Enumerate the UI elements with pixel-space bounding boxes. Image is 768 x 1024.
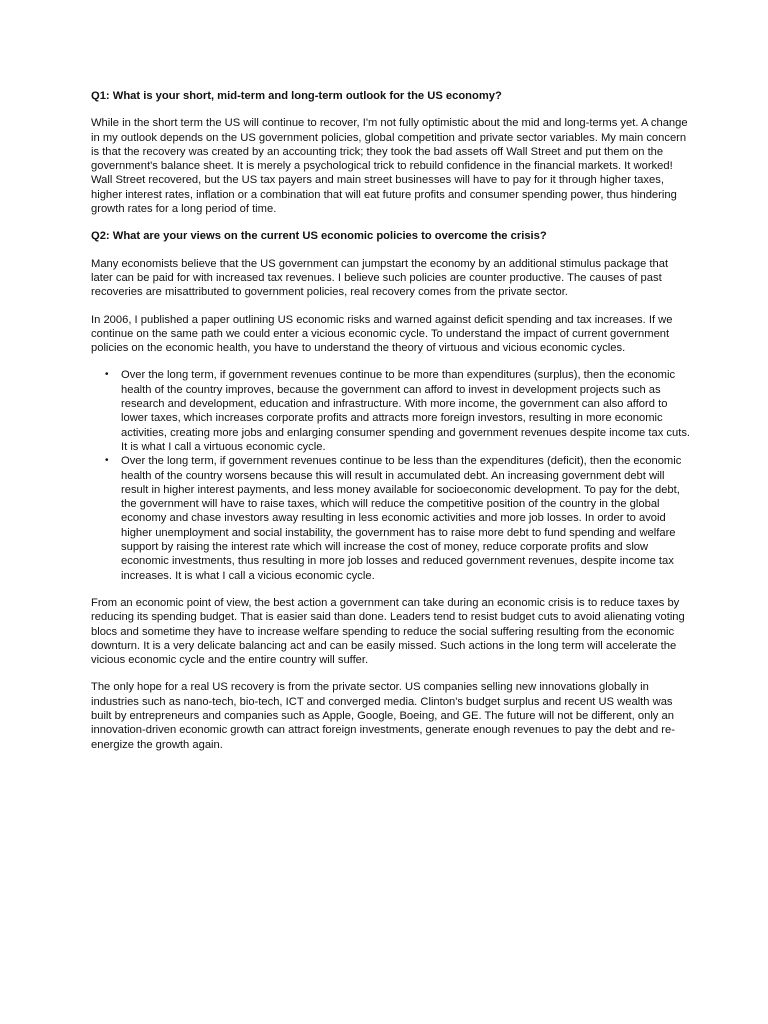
list-item [105,368,691,454]
economic-cycle-list [91,368,691,582]
list-item [105,454,691,583]
bullet-icon: • [105,455,109,467]
list-item-text: Over the long term, if government revenues continue to be less than the expenditures (deficit), then the economic health of the country worsens because this will result in accumulated debt. An increasing government debt will result in higher interest payments, and less money available for socioeconomic development. To pay for the debt, the government will have to raise taxes, which will reduce the competitive position of the country in the global economy and chase investors away resulting in less economic activities and more job losses. In order to avoid higher unemployment and social instability, the government has to raise more debt to fund spending and welfare support by raising the interest rate which will increase the cost of money, reduce corporate profits and slow economic investments, thus resulting in more job losses and reduced government revenues, despite income tax increases. It is what I call a vicious economic cycle. [121,455,682,582]
paragraph-private-sector: The only hope for a real US recovery is from the private sector. US companies selling new innovations globally in industries such as nano-tech, bio-tech, ICT and converged media. Clinton's budget surplus and recent US wealth was built by entrepreneurs and companies such as Apple, Google, Boeing, and GE. The future will not be different, only an innovation-driven economic growth can attract foreign investments, generate enough revenues to pay the debt and re-energize the growth again. [91,681,675,751]
paragraph-economic-action: From an economic point of view, the best action a government can take during an economic crisis is to reduce taxes by reducing its spending budget. That is easier said than done. Leaders tend to resist budget cuts to avoid alienating voting blocs and sometime they have to increase welfare spending to reduce the social suffering resulting from the economic downturn. It is a very delicate balancing act and can be easily missed. Such actions in the long term will accelerate the vicious economic cycle and the entire country will suffer. [91,596,685,667]
list-item-text: Over the long term, if government revenues continue to be more than expenditures (surplus), then the economic health of the country improves, because the government can afford to invest in development projects such as research and development, education and infrastructure. With more income, the government can also afford to lower taxes, which increases corporate profits and attracts more foreign investors, resulting in more economic activities, creating more jobs and enlarging consumer spending and government revenues despite income tax cuts. It is what I call a virtuous economic cycle. [121,369,691,453]
bullet-icon: • [105,369,109,381]
answer-1: While in the short term the US will continue to recover, I'm not fully optimistic about the mid and long-terms yet. A change in my outlook depends on the US government policies, global competition and private sector variables. My main concern is that the recovery was created by an accounting trick; they took the bad assets off Wall Street and put them on the government's balance sheet. It is merely a psychological trick to rebuild confidence in the financial markets. It worked! Wall Street recovered, but the US tax payers and main street businesses will have to pay for it through higher taxes, higher interest rates, inflation or a combination that will eat future profits and consumer spending power, thus hindering growth rates for a long period of time. [91,117,688,216]
question-1: Q1: What is your short, mid-term and long-term outlook for the US economy? [91,90,502,102]
question-2: Q2: What are your views on the current US economic policies to overcome the crisis? [91,230,547,243]
paragraph-2006-paper: In 2006, I published a paper outlining US economic risks and warned against deficit spending and tax increases. If we continue on the same path we could enter a vicious economic cycle. To understand the impact of current government policies on the economic health, you have to understand the theory of virtuous and vicious economic cycles. [91,313,673,355]
document-body [91,89,691,765]
paragraph-stimulus: Many economists believe that the US government can jumpstart the economy by an additional stimulus package that later can be paid for with increased tax revenues. I believe such policies are counter productive. The causes of past recoveries are misattributed to government policies, real recovery comes from the private sector. [91,257,669,299]
